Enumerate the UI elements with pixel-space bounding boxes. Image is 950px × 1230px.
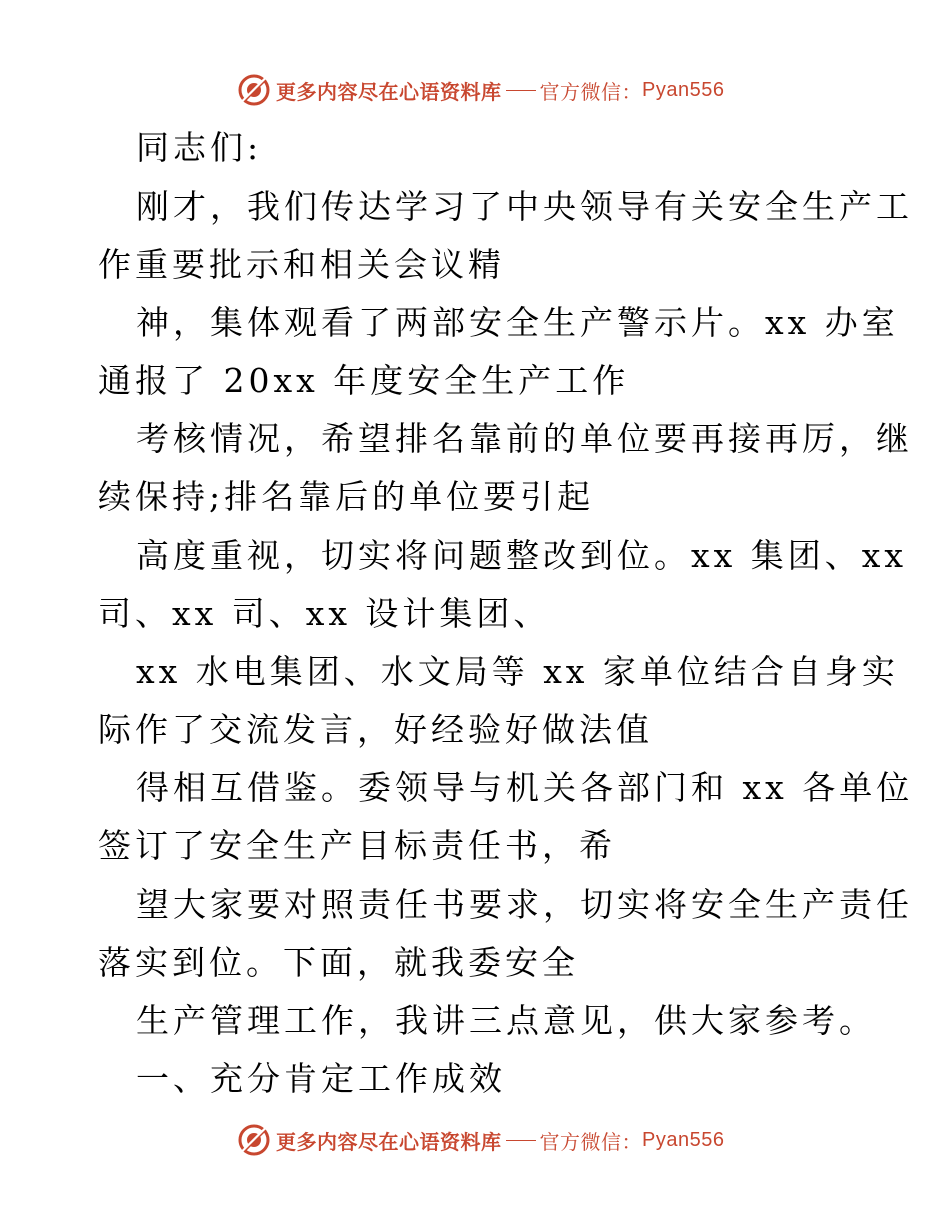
body-line: 生产管理工作，我讲三点意见，供大家参考。 xyxy=(136,1001,876,1040)
body-line: 刚才，我们传达学习了中央领导有关安全生产工 xyxy=(136,187,913,226)
pen-circle-logo-icon xyxy=(236,1122,272,1158)
body-line: 高度重视，切实将问题整改到位。xx 集团、xx xyxy=(136,536,907,575)
banner-contact-text: 官方微信： xyxy=(539,79,642,104)
body-line: 得相互借鉴。委领导与机关各部门和 xx 各单位 xyxy=(136,768,914,807)
banner-site-text: 更多内容尽在心语资料库 xyxy=(276,1129,502,1154)
body-line: 神，集体观看了两部安全生产警示片。xx 办室 xyxy=(136,303,899,342)
banner-wechat-id: Pyan556 xyxy=(642,78,725,101)
body-line: 司、xx 司、xx 设计集团、 xyxy=(98,594,551,633)
header-banner xyxy=(236,72,724,108)
footer-banner xyxy=(236,1122,724,1158)
banner-dash xyxy=(506,1140,536,1141)
body-line: 通报了 20xx 年度安全生产工作 xyxy=(98,361,630,400)
body-line: 同志们: xyxy=(136,128,263,167)
body-line: 际作了交流发言，好经验好做法值 xyxy=(98,710,653,749)
body-line: 续保持;排名靠后的单位要引起 xyxy=(98,477,595,516)
banner-site-text: 更多内容尽在心语资料库 xyxy=(276,79,502,104)
banner-wechat-id: Pyan556 xyxy=(642,1128,725,1151)
body-line: 考核情况，希望排名靠前的单位要再接再厉，继 xyxy=(136,419,913,458)
banner-contact-text: 官方微信： xyxy=(539,1129,642,1154)
body-line: xx 水电集团、水文局等 xx 家单位结合自身实 xyxy=(136,652,899,691)
body-line: 落实到位。下面，就我委安全 xyxy=(98,943,579,982)
body-line: 签订了安全生产目标责任书，希 xyxy=(98,826,616,865)
pen-circle-logo-icon xyxy=(236,72,272,108)
section-heading: 一、充分肯定工作成效 xyxy=(136,1059,506,1098)
body-line: 作重要批示和相关会议精 xyxy=(98,245,505,284)
banner-dash xyxy=(506,90,536,91)
body-line: 望大家要对照责任书要求，切实将安全生产责任 xyxy=(136,885,913,924)
